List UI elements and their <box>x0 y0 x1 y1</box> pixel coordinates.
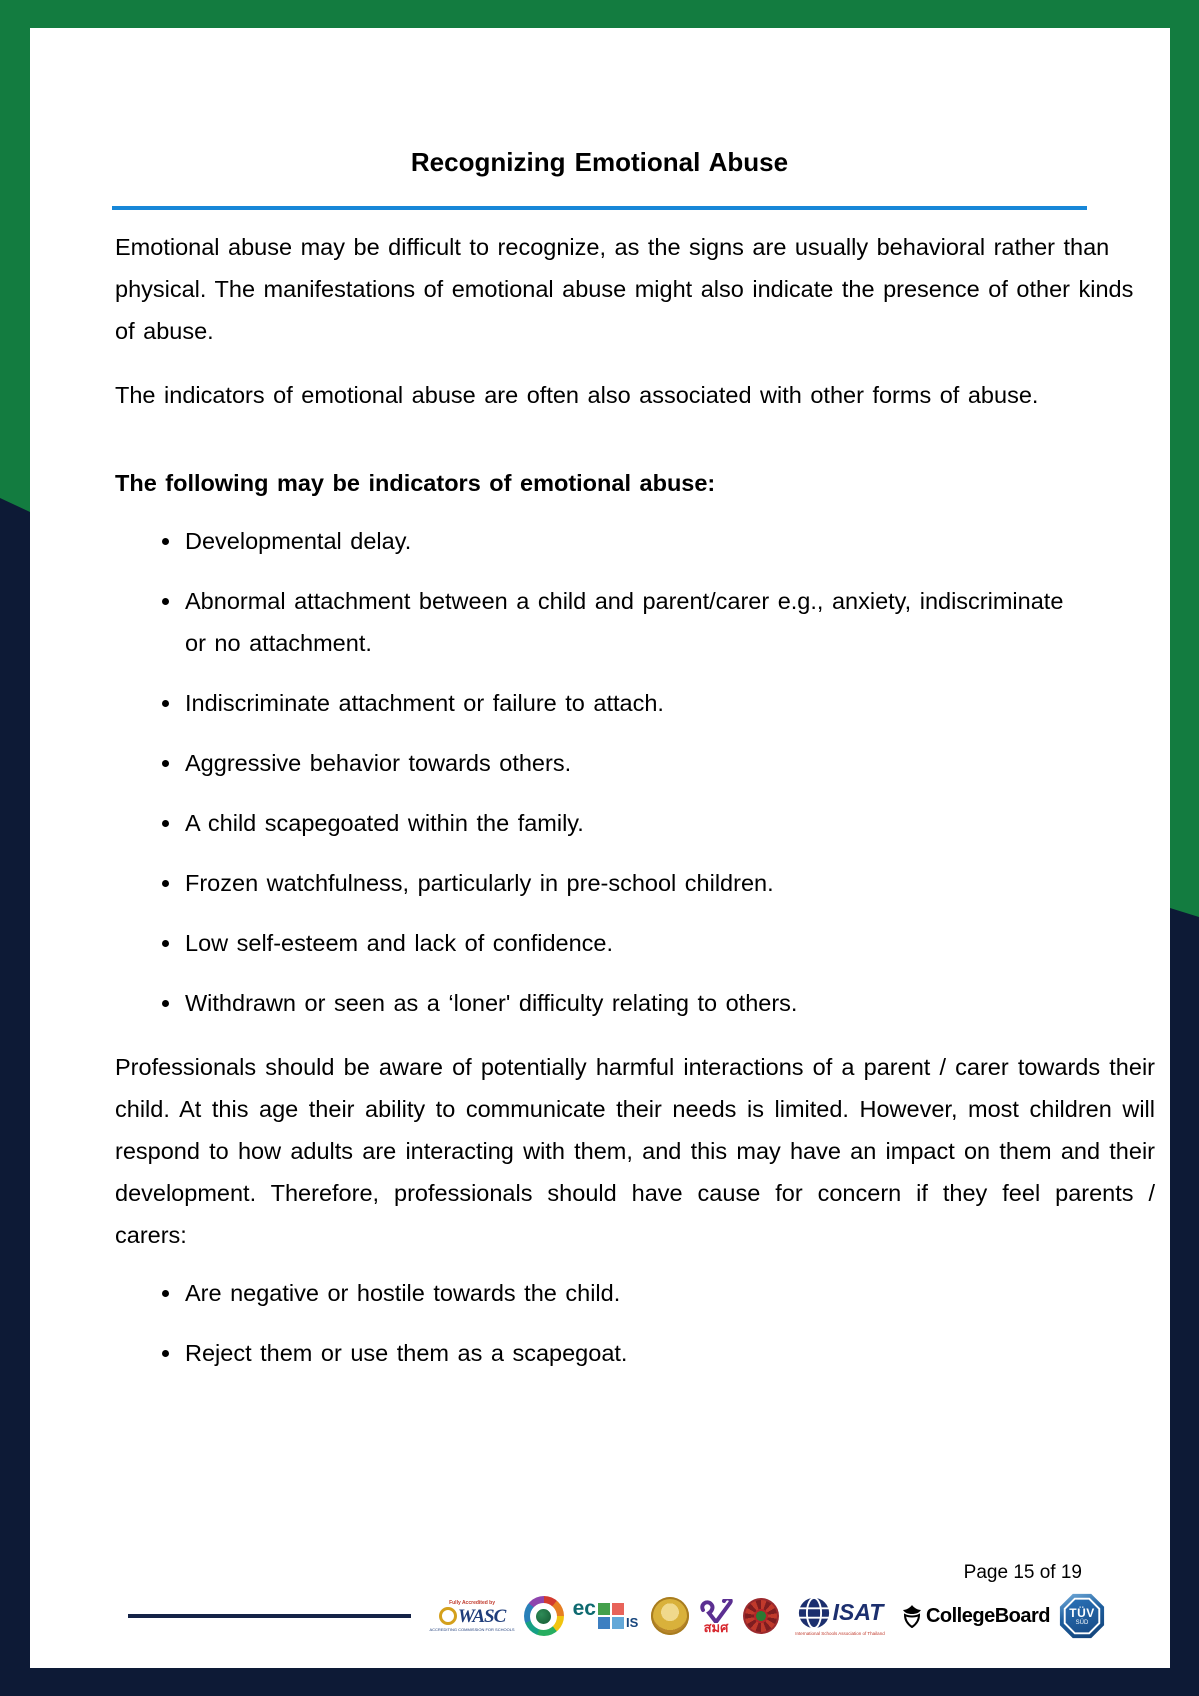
tuv-sud-label: SÜD <box>1075 1619 1089 1626</box>
footer-logo-strip <box>128 1587 1105 1645</box>
ecis-green-square-icon <box>598 1603 610 1615</box>
indicator-item: Developmental delay. <box>115 520 1155 562</box>
tuv-wordmark: TÜV <box>1069 1605 1095 1620</box>
wasc-ring-icon <box>439 1607 457 1625</box>
page-border-top <box>0 0 1199 28</box>
page-title: Recognizing Emotional Abuse <box>410 147 789 177</box>
indicator-item: Low self-esteem and lack of confidence. <box>115 922 1155 964</box>
tuv-sud-logo <box>1059 1593 1105 1639</box>
isat-globe-icon <box>797 1596 831 1630</box>
title-wrap <box>112 142 1087 184</box>
collegeboard-wordmark: CollegeBoard <box>925 1604 1050 1627</box>
ecis-logo <box>572 1597 642 1630</box>
indicator-item: Abnormal attachment between a child and parent/carer e.g., anxiety, indiscriminate or no attachment. <box>115 580 1155 664</box>
concern-list <box>115 1272 1155 1374</box>
thai-rosette-emblem-icon <box>743 1598 779 1634</box>
title-underline-rule <box>112 206 1087 210</box>
collegeboard-acorn-icon <box>901 1604 923 1628</box>
document-content <box>30 28 1170 1374</box>
thai-gold-seal-icon <box>651 1597 689 1635</box>
intro-paragraph: Emotional abuse may be difficult to recognize, as the signs are usually behavioral rather than physical. The manifestations of emotional abuse might also indicate the presence of other kinds of abuse. <box>115 234 1134 344</box>
indicators-association-paragraph: The indicators of emotional abuse are often also associated with other forms of abuse. <box>115 382 1039 408</box>
wasc-wordmark: WASC <box>457 1605 506 1627</box>
indicator-item: A child scapegoated within the family. <box>115 802 1155 844</box>
ecis-ec-letters: ec <box>572 1597 596 1620</box>
onesqa-logo <box>698 1599 734 1634</box>
indicator-item: Withdrawn or seen as a ‘loner' difficulty relating to others. <box>115 982 1155 1024</box>
document-page <box>30 28 1170 1668</box>
page-border-right <box>1170 0 1199 1696</box>
earcos-inner-ring <box>530 1603 557 1630</box>
earcos-logo-icon <box>524 1596 564 1636</box>
wasc-subtext: ACCREDITING COMMISSION FOR SCHOOLS <box>429 1626 515 1632</box>
onesqa-ribbon-icon <box>698 1599 734 1623</box>
earcos-globe-icon <box>536 1609 551 1624</box>
concern-item: Are negative or hostile towards the child. <box>115 1272 1155 1314</box>
wasc-accredited-label: Fully Accredited by <box>449 1599 496 1606</box>
page-border-left-green-accent <box>0 0 30 1696</box>
isat-subtext: International Schools Association of Thailand <box>795 1630 885 1636</box>
onesqa-thai-text: สมศ <box>703 1619 729 1635</box>
indicator-item: Aggressive behavior towards others. <box>115 742 1155 784</box>
isat-wordmark-row <box>797 1596 884 1630</box>
isat-logo <box>788 1596 892 1637</box>
indicators-heading: The following may be indicators of emotional abuse: <box>115 470 716 496</box>
page-border-left <box>0 0 30 1696</box>
professionals-concern-paragraph: Professionals should be aware of potentially harmful interactions of a parent / carer towards their child. At this age their ability to communicate their needs is limited. However, most children will respond to how adults are interacting with them, and this may have an impact on them and their development. Therefore, professionals should have cause for concern if they feel parents / carers: <box>115 1054 1155 1248</box>
ecis-blue-square-icon <box>598 1617 610 1629</box>
ecis-lightblue-square-icon <box>612 1617 624 1629</box>
ecis-is-letters: IS <box>625 1615 639 1630</box>
page-number: Page 15 of 19 <box>963 1562 1082 1583</box>
page-border-right-green-accent <box>1170 0 1199 1696</box>
wasc-logo <box>429 1601 514 1632</box>
footer-divider-line <box>128 1614 411 1618</box>
ecis-coral-square-icon <box>612 1603 624 1615</box>
indicators-list <box>115 520 1155 1024</box>
isat-wordmark: ISAT <box>832 1599 884 1626</box>
collegeboard-logo <box>901 1604 1050 1628</box>
tuv-text-block <box>1069 1607 1095 1626</box>
wasc-wordmark-row <box>439 1607 505 1626</box>
page-border-bottom <box>0 1668 1199 1696</box>
indicator-item: Indiscriminate attachment or failure to attach. <box>115 682 1155 724</box>
concern-item: Reject them or use them as a scapegoat. <box>115 1332 1155 1374</box>
indicator-item: Frozen watchfulness, particularly in pre-school children. <box>115 862 1155 904</box>
